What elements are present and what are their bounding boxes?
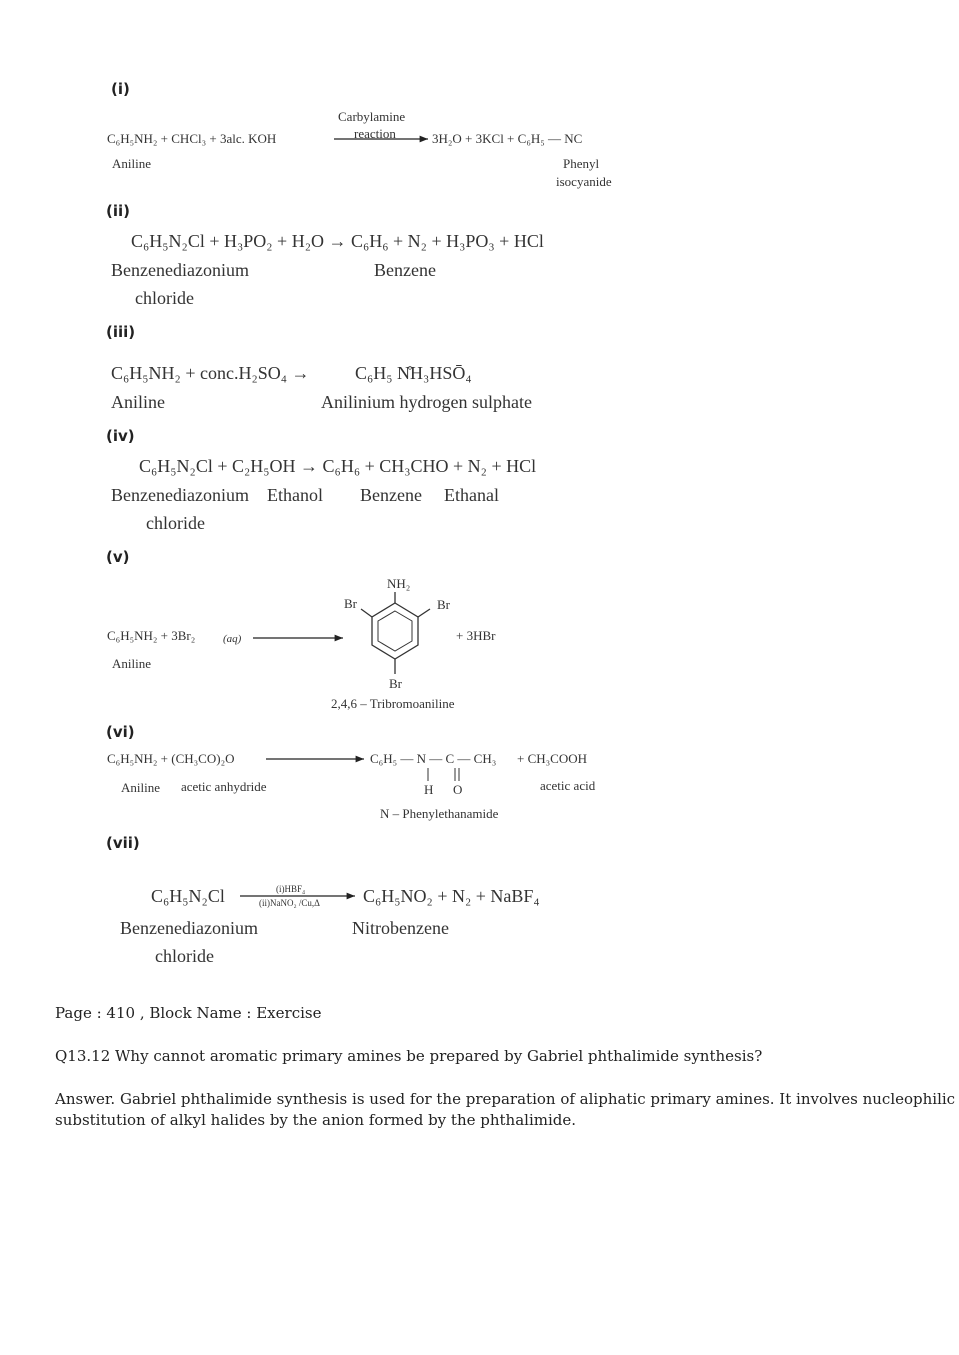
reaction-vi-name-aniline: Aniline [121, 780, 160, 795]
reaction-i-condition-top: Carbylamine [338, 109, 406, 124]
reaction-i-name-aniline: Aniline [112, 156, 151, 171]
reaction-v-substituent-br-bottom: Br [389, 676, 402, 691]
reaction-v-reactants: C₆H₅NH₂ + 3Br₂ [107, 628, 196, 643]
reaction-i-reactants: C₆H₅NH₂ + CHCl₃ + 3alc. KOH [107, 131, 277, 146]
reaction-label-iii: (iii) [106, 323, 136, 341]
reaction-label-v: (v) [106, 548, 130, 566]
reaction-i-condition-bottom: reaction [354, 126, 396, 141]
reaction-ii-name-benzenediazonium: Benzenediazonium [111, 260, 249, 280]
reaction-iv-name-ethanal: Ethanal [444, 485, 499, 505]
reaction-v-name-aniline: Aniline [112, 656, 151, 671]
reaction-iii-reactants: C₆H₅NH₂ + conc.H₂SO₄ → [111, 363, 310, 383]
reaction-vi-name-acetic-anhydride: acetic anhydride [181, 779, 267, 794]
reaction-label-iv: (iv) [106, 427, 135, 445]
reaction-vii-condition-bottom: (ii)NaNO₂ /Cu,Δ [259, 898, 320, 908]
reaction-label-vi: (vi) [106, 723, 135, 741]
question-text: Q13.12 Why cannot aromatic primary amines be prepared by Gabriel phthalimide synthesis? [55, 1047, 763, 1065]
reaction-i-name-isocyanide: isocyanide [556, 174, 612, 189]
reaction-vi-reactants: C₆H₅NH₂ + (CH₃CO)₂O [107, 751, 235, 766]
reaction-iii-products: C₆H₅ N̊H₃HSŌ₄ [355, 363, 472, 383]
reaction-iii-name-anilinium: Anilinium hydrogen sulphate [321, 392, 532, 412]
reaction-v-substituent-br-right: Br [437, 597, 450, 612]
answer-line-2: substitution of alkyl halides by the anion formed by the phthalimide. [55, 1111, 577, 1129]
reaction-vii-name-chloride: chloride [155, 946, 214, 966]
reaction-vii-reactant: C₆H₅N₂Cl [151, 886, 225, 906]
reaction-iv-equation: C₆H₅N₂Cl + C₂H₅OH → C₆H₆ + CH₃CHO + N₂ + HCl [139, 456, 537, 476]
reaction-iv-name-benzene: Benzene [360, 485, 422, 505]
answer-line-1: Answer. Gabriel phthalimide synthesis is used for the preparation of aliphatic primary amines. It involves nucleophilic [55, 1090, 956, 1108]
reaction-vi-h: H [424, 782, 434, 797]
reaction-vi-product: C₆H₅ — N — C — CH₃ [370, 751, 497, 766]
reaction-iii-name-aniline: Aniline [111, 392, 165, 412]
reaction-v-substituent-nh2: NH₂ [387, 576, 411, 591]
reaction-i-name-phenyl: Phenyl [563, 156, 600, 171]
reaction-iv-name-benzenediazonium: Benzenediazonium [111, 485, 249, 505]
reaction-ii-equation: C₆H₅N₂Cl + H₃PO₂ + H₂O → C₆H₆ + N₂ + H₃PO₃ + HCl [131, 231, 544, 251]
tribromoaniline-ring [361, 592, 430, 674]
reaction-vii-products: C₆H₅NO₂ + N₂ + NaBF₄ [363, 886, 540, 906]
reaction-label-ii: (ii) [106, 202, 130, 220]
reaction-vii-condition-top: (i)HBF₄ [276, 884, 306, 894]
phenylethanamide-bonds [428, 768, 459, 781]
reaction-vi-o: O [453, 782, 463, 797]
reaction-label-vii: (vii) [106, 834, 140, 852]
reaction-v-substituent-br-left: Br [344, 596, 357, 611]
reaction-v-byproduct: + 3HBr [456, 628, 496, 643]
reaction-v-aq: (aq) [223, 633, 242, 645]
page-info: Page : 410 , Block Name : Exercise [55, 1004, 322, 1022]
reaction-ii-name-benzene: Benzene [374, 260, 436, 280]
reaction-vii-name-benzenediazonium: Benzenediazonium [120, 918, 258, 938]
reaction-label-i: (i) [111, 80, 130, 98]
reaction-iv-name-ethanol: Ethanol [267, 485, 323, 505]
reaction-v-product-name: 2,4,6 – Tribromoaniline [331, 696, 455, 711]
reaction-vi-name-acetic-acid: acetic acid [540, 778, 596, 793]
reaction-vi-byproduct: + CH₃COOH [517, 751, 588, 766]
reaction-i-products: 3H₂O + 3KCl + C₆H₅ — NC [432, 131, 583, 146]
reaction-vi-product-name: N – Phenylethanamide [380, 806, 499, 821]
reaction-ii-name-chloride: chloride [135, 288, 194, 308]
reaction-iv-name-chloride: chloride [146, 513, 205, 533]
reaction-vii-name-nitrobenzene: Nitrobenzene [352, 918, 449, 938]
